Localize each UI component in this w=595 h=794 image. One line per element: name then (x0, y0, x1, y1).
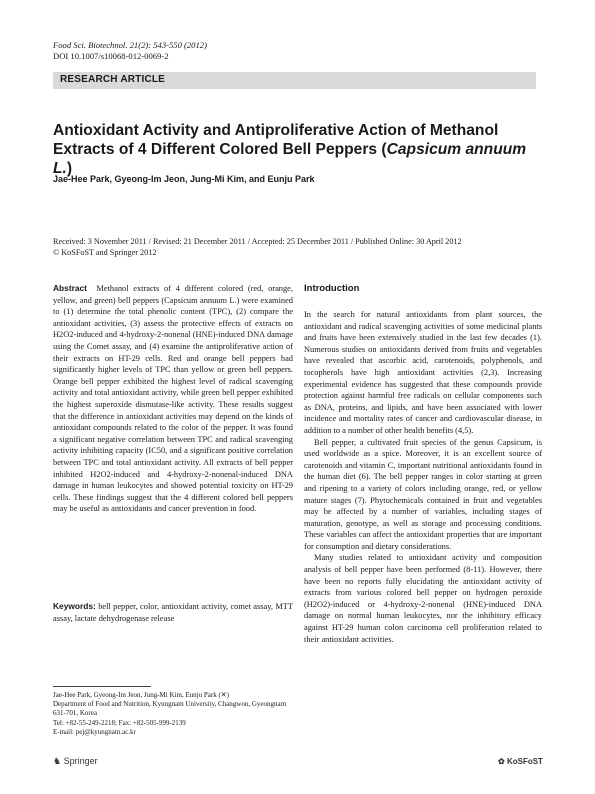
affiliation-email[interactable]: E-mail: pej@kyungnam.ac.kr (53, 727, 136, 736)
keywords-label: Keywords: (53, 601, 96, 611)
publication-dates: Received: 3 November 2011 / Revised: 21 December 2011 / Accepted: 25 December 2011 / Published Online: 30 April 2012 (53, 237, 462, 246)
affiliation-authors: Jae-Hee Park, Gyeong-Im Jeon, Jung-Mi Kim, Eunju Park (✕) (53, 691, 229, 699)
introduction-heading: Introduction (304, 283, 360, 294)
doi: DOI 10.1007/s10068-012-0069-2 (53, 51, 169, 61)
springer-wordmark: Springer (63, 756, 98, 766)
journal-citation: Food Sci. Biotechnol. 21(2): 543-550 (2012) (53, 40, 207, 50)
copyright: © KoSFoST and Springer 2012 (53, 248, 157, 257)
affiliation-department: Department of Food and Nutrition, Kyungnam University, Changwon, Gyeongnam 631-701, Korea (53, 700, 287, 718)
kosfost-wordmark: KoSFoST (506, 757, 543, 766)
intro-paragraph-2: Bell pepper, a cultivated fruit species of the genus Capsicum, is used worldwide as a spice. Moreover, it is an excellent source of carotenoids and vitamin C, important nutritional antioxidants found in the human diet (6). The bell pepper ranges in color starting at green and ripening to a variety of colors including orange, red, or yellow mature stages (7). Phytochemicals contained in fruit and vegetables may be affected by a number of variables, including stages of maturation, genotype, as well as storage and processing conditions. These variables can affect the antioxidant properties that are important for consumption and dietary considerations. (304, 437, 542, 551)
intro-paragraph-3: Many studies related to antioxidant activity and composition analysis of bell pepper have been performed (8-11). However, there have been no reports fully elucidating the antioxidant activity of extracts from various colored bell pepper on hydrogen peroxide (H2O2)-induced or 4-hydroxy-2-nonenal (HNE)-induced DNA damage on normal human leukocytes, nor the inhibitory efficacy against HT-29 human colon carcinoma cell proliferation related to their antioxidant activities. (304, 553, 542, 644)
title-species: Capsicum annuum L. (53, 141, 527, 177)
introduction-body (304, 309, 542, 645)
keywords-text: bell pepper, color, antioxidant activity, comet assay, MTT assay, lactate dehydrogenase release (53, 602, 294, 623)
kosfost-logo (498, 757, 543, 766)
author-list: Jae-Hee Park, Gyeong-Im Jeon, Jung-Mi Kim, and Eunju Park (53, 174, 315, 184)
abstract (53, 283, 293, 515)
abstract-label: Abstract (53, 283, 87, 293)
article-type-label: RESEARCH ARTICLE (60, 74, 166, 85)
intro-paragraph-1: In the search for natural antioxidants from plant sources, the antioxidant and radical scavenging activities of some medicinal plants and fruits have been extensively studied in the last few decades (1). Numerous studies on antioxidants derived from fruits and vegetables have revealed that ascorbic acid, carotenoids, polyphenols, and tocopherols have high antioxidant activities (2,3). Increasing experimental evidence has suggested that these compounds provide protection against harmful free radicals on cellular components such as DNA, proteins, and lipids, and have been associated with lower incidence and mortality rates of cancer and cardiovascular disease, in addition to a number of other health benefits (4,5). (304, 310, 542, 435)
affiliation (53, 691, 293, 737)
paper-title (53, 121, 543, 178)
keywords (53, 601, 293, 624)
abstract-text: Methanol extracts of 4 different colored (red, orange, yellow, and green) bell peppers (Capsicum annuum L.) were examined to (1) determine the total phenolic content (TPC), (2) compare the antioxidant activities, (3) assess the protective effects of extracts on H2O2-induced and 4-hydroxy-2-nonenal (HNE)-induced DNA damage using the Comet assay, and (4) examine the antiproliferative action of their extracts on HT-29 cells. Red and orange bell peppers had significantly higher levels of TPC than yellow or green bell peppers. Orange bell pepper exhibited the highest level of radical scavenging activity and total antioxidant activity, while green bell pepper exhibited the highest superoxide dismutase-like activity. These results suggest that the difference in antioxidant activities may depend on the kinds of antioxidant compounds related to the color of the pepper. It was found a significant negative correlation between TPC and radical scavenging activity inhibiting capacity (IC50, and a significant positive correlation between TPC and total antioxidant activity. All extracts of bell pepper inhibited H2O2-induced and 4-hydroxy-2-nonenal-induced DNA damage in human leukocytes and showed potential toxicity on HT-29 cells. These findings suggest that the 4 different colored bell peppers may be useful as antioxidants and cancer prevention in food. (53, 284, 293, 514)
springer-horse-icon: ♞ (53, 756, 62, 766)
footnote-divider (53, 686, 151, 687)
springer-logo (53, 756, 98, 767)
affiliation-phone: Tel: +82-55-249-2218; Fax: +82-505-999-2139 (53, 718, 186, 727)
title-main: Antioxidant Activity and Antiproliferative Action of Methanol Extracts of 4 Different Colored Bell Peppers ( (53, 122, 499, 158)
article-type-banner (53, 72, 536, 89)
title-end: ) (66, 160, 73, 177)
kosfost-leaf-icon: ✿ (498, 757, 505, 766)
